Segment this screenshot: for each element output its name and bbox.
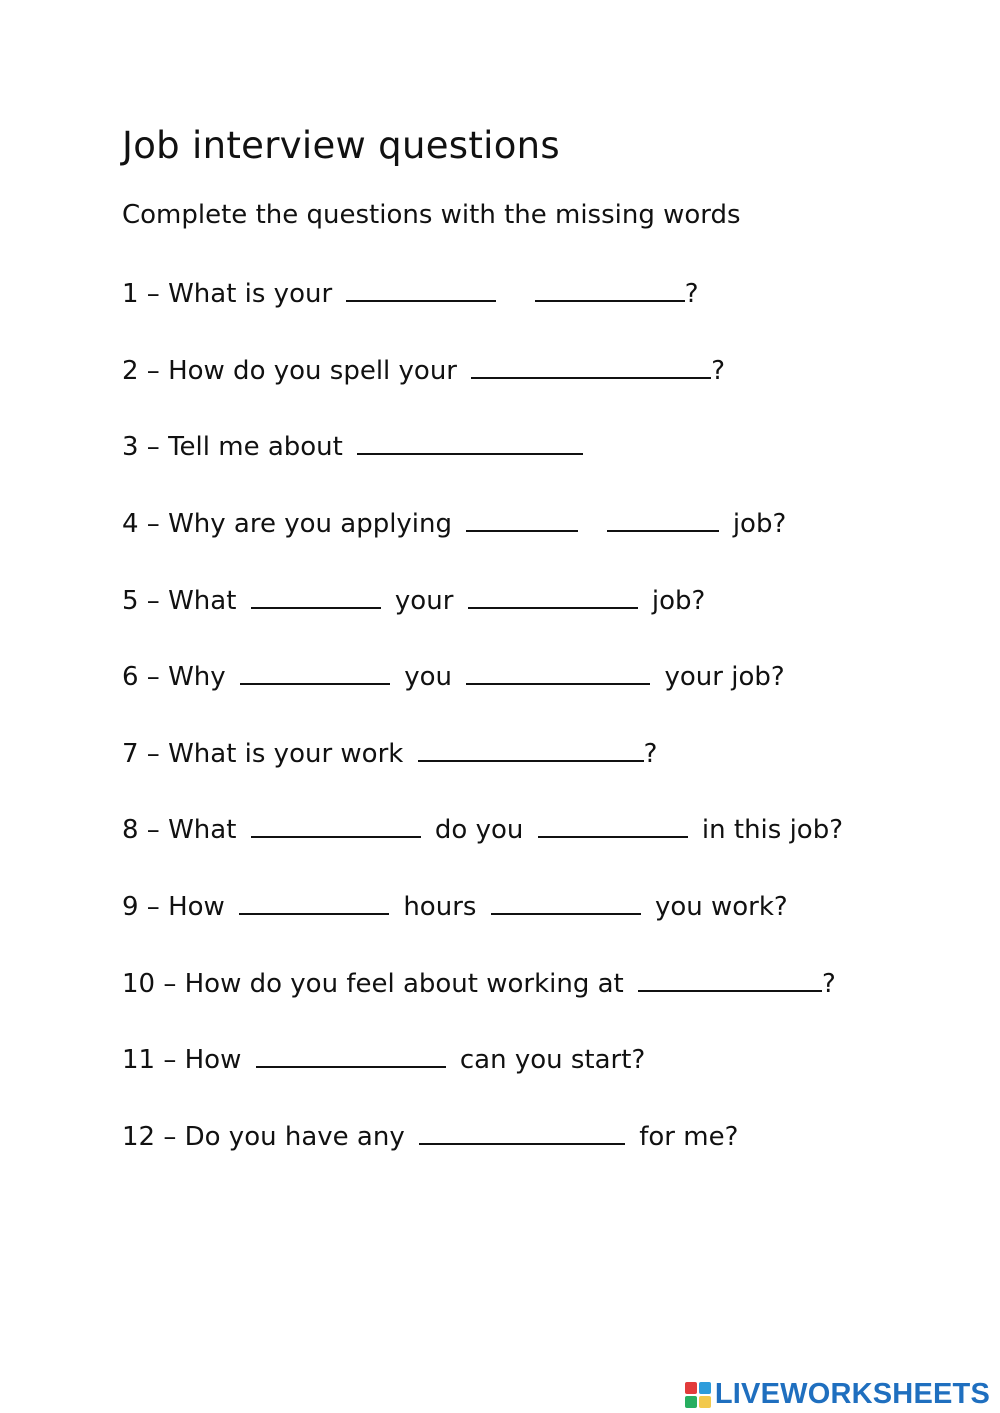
question-8 (122, 812, 843, 848)
instructions: Complete the questions with the missing words (122, 200, 741, 230)
question-9 (122, 889, 788, 925)
question-text: 6 – Why (122, 662, 226, 692)
page-title: Job interview questions (122, 124, 561, 167)
question-3 (122, 429, 589, 465)
question-text: ? (822, 969, 836, 999)
liveworksheets-logo-icon (685, 1382, 711, 1408)
question-12 (122, 1119, 738, 1155)
footer-brand[interactable] (685, 1378, 990, 1411)
answer-blank[interactable] (466, 508, 578, 532)
answer-blank[interactable] (466, 661, 650, 685)
answer-blank[interactable] (240, 661, 390, 685)
answer-blank[interactable] (419, 1121, 625, 1145)
question-text: 8 – What (122, 815, 237, 845)
answer-blank[interactable] (491, 891, 641, 915)
question-text: job? (651, 586, 706, 616)
question-text: 1 – What is your (122, 279, 333, 309)
brand-name: LIVEWORKSHEETS (714, 1378, 990, 1410)
question-text: ? (711, 356, 726, 386)
question-text: you work? (654, 892, 788, 922)
question-10 (122, 966, 836, 1002)
question-text: 2 – How do you spell your (122, 356, 457, 386)
question-text: ? (643, 739, 658, 769)
answer-blank[interactable] (535, 278, 685, 302)
answer-blank[interactable] (239, 891, 389, 915)
question-text: can you start? (459, 1045, 646, 1075)
question-text: your job? (664, 662, 785, 692)
question-text: 4 – Why are you applying (122, 509, 453, 539)
question-text: job? (732, 509, 787, 539)
answer-blank[interactable] (251, 585, 381, 609)
answer-blank[interactable] (538, 814, 688, 838)
answer-blank[interactable] (418, 738, 644, 762)
question-11 (122, 1042, 645, 1078)
answer-blank[interactable] (468, 585, 638, 609)
question-text: 5 – What (122, 586, 237, 616)
question-text: you (404, 662, 452, 692)
question-text: 3 – Tell me about (122, 432, 343, 462)
question-text: for me? (639, 1122, 739, 1152)
question-text: ? (684, 279, 699, 309)
question-text: 10 – How do you feel about working at (122, 969, 624, 999)
answer-blank[interactable] (251, 814, 421, 838)
question-7 (122, 736, 657, 772)
question-text: in this job? (701, 815, 844, 845)
question-text: 9 – How (122, 892, 225, 922)
question-5 (122, 583, 705, 619)
question-1 (122, 276, 699, 312)
question-6 (122, 659, 785, 695)
question-text: do you (434, 815, 524, 845)
question-text: your (394, 586, 454, 616)
answer-blank[interactable] (607, 508, 719, 532)
question-text: hours (403, 892, 477, 922)
question-text: 7 – What is your work (122, 739, 404, 769)
answer-blank[interactable] (256, 1044, 446, 1068)
question-4 (122, 506, 786, 542)
question-2 (122, 353, 725, 389)
answer-blank[interactable] (471, 355, 711, 379)
question-text: 11 – How (122, 1045, 242, 1075)
answer-blank[interactable] (638, 968, 822, 992)
answer-blank[interactable] (346, 278, 496, 302)
answer-blank[interactable] (357, 431, 583, 455)
question-text: 12 – Do you have any (122, 1122, 405, 1152)
